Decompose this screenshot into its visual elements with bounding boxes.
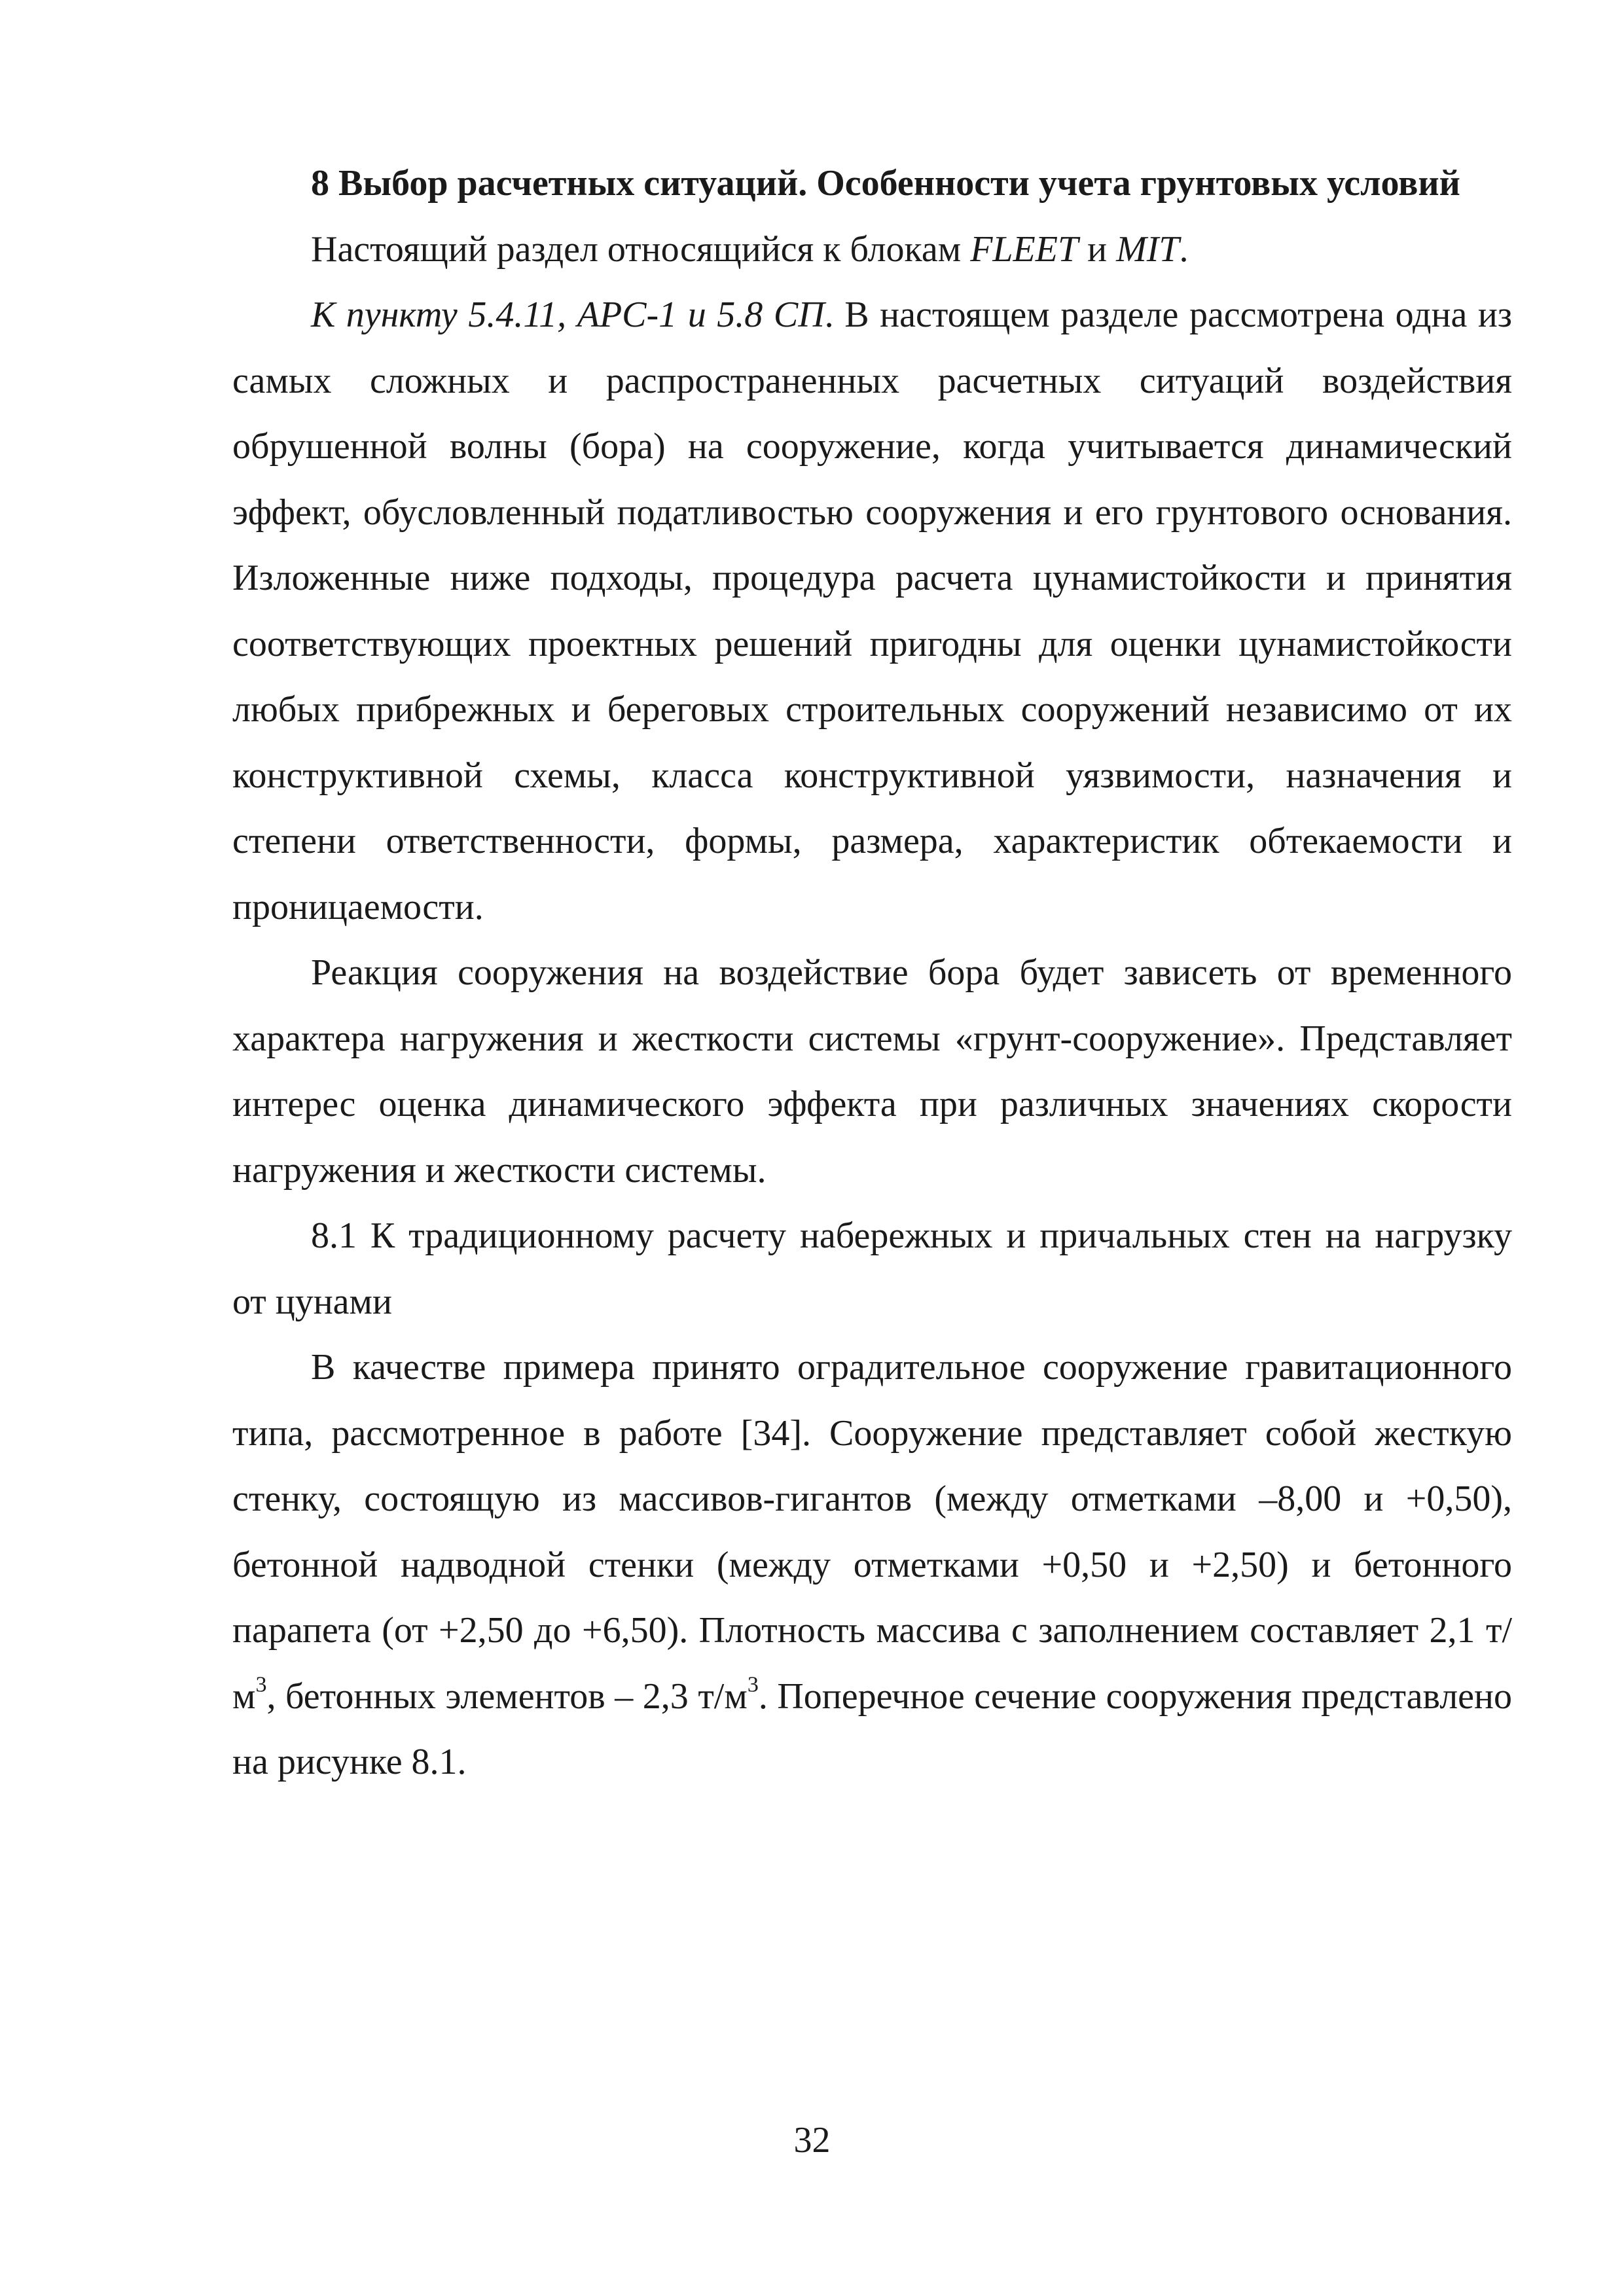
- intro-prefix: Настоящий раздел относящийся к блокам: [311, 228, 971, 270]
- intro-paragraph: [232, 217, 1512, 283]
- block-name-mit: MIT: [1116, 228, 1180, 270]
- reaction-paragraph: Реакция сооружения на воздействие бора будет зависеть от временного характера нагружения и жесткости системы «грунт-сооружение». Представляет интерес оценка динамического эффекта при различных значениях скорости нагружения и жесткости системы.: [232, 952, 1512, 1191]
- block-name-fleet: FLEET: [970, 228, 1079, 270]
- clause-reference: К пункту 5.4.11, АРС-1 и 5.8 СП: [311, 295, 825, 335]
- reference-body: . В настоящем разделе рассмотрена одна из самых сложных и распространенных расчетных ситуаций воздействия обрушенной волны (бора) на сооружение, когда учитывается динамический эффект, обусловленный податливостью сооружения и его грунтового основания. Изложенные ниже подходы, процедура расчета цунамистойкости и принятия соответствующих проектных решений пригодны для оценки цунамистойкости любых прибрежных и береговых строительных сооружений независимо от их конструктивной схемы, класса конструктивной уязвимости, назначения и степени ответственности, формы, размера, характеристик обтекаемости и проницаемости.: [232, 295, 1512, 927]
- example-text-2: , бетонных элементов – 2,3 т/м: [266, 1676, 748, 1717]
- example-paragraph: [232, 1335, 1512, 1795]
- section-title: 8 Выбор расчетных ситуаций. Особенности учета грунтовых условий: [311, 163, 1460, 204]
- document-page: [232, 151, 1512, 1795]
- page-number: 32: [793, 2120, 831, 2161]
- subsection-heading: 8.1 К традиционному расчету набережных и причальных стен на нагрузку от цунами: [232, 1215, 1512, 1322]
- example-text-1: В качестве примера принято оградительное сооружение гравитационного типа, рассмотренное в работе [34]. Сооружение представляет собой жесткую стенку, состоящую из массивов-гигантов (между отметками –8,00 и +0,50), бетонной надводной стенки (между отметками +0,50 и +2,50) и бетонного парапета (от +2,50 до +6,50). Плотность массива с заполнением составляет 2,1 т/м: [232, 1347, 1512, 1717]
- superscript-1: 3: [255, 1672, 267, 1696]
- example-text-3: . Поперечное сечение сооружения представлено на рисунке 8.1.: [232, 1676, 1513, 1782]
- superscript-2: 3: [747, 1672, 759, 1696]
- reference-paragraph: [232, 282, 1512, 940]
- intro-mid: и: [1078, 228, 1117, 270]
- intro-suffix: .: [1179, 228, 1189, 270]
